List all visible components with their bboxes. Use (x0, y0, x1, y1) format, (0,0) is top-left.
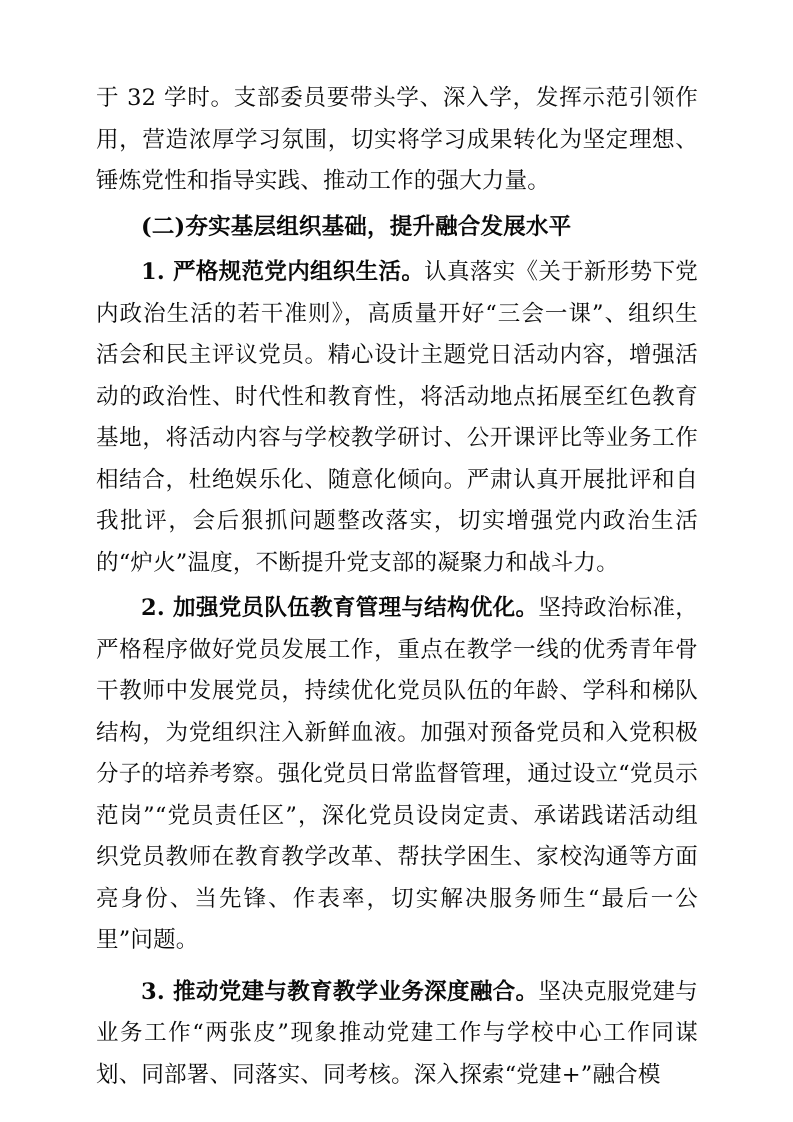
paragraph-item-3 (96, 972, 698, 1097)
paragraph-item-1-lead: 1. 严格规范党内组织生活。 (141, 259, 425, 285)
paragraph-spacer (96, 962, 698, 972)
document-body (96, 78, 698, 1096)
paragraph-item-1 (96, 252, 698, 584)
paragraph-item-2-rest: 坚持政治标准，严格程序做好党员发展工作，重点在教学一线的优秀青年骨干教师中发展党员，持续优化党员队伍的年龄、学科和梯队结构，为党组织注入新鲜血液。加强对预备党员和入党积极分子的培养考察。强化党员日常监督管理，通过设立“党员示范岗”“党员责任区”，深化党员设岗定责、承诺践诺活动组织党员教师在教育教学改革、帮扶学困生、家校沟通等方面亮身份、当先锋、作表率，切实解决服务师生“最后一公里”问题。 (96, 595, 699, 953)
paragraph-item-2-lead: 2. 加强党员队伍教育管理与结构优化。 (141, 595, 539, 621)
paragraph-item-3-rest: 坚决克服党建与业务工作“两张皮”现象推动党建工作与学校中心工作同谋划、同部署、同落实、同考核。深入探索“党建+”融合模 (96, 978, 699, 1088)
paragraph-item-1-rest: 认真落实《关于新形势下党内政治生活的若干准则》，高质量开好“三会一课”、组织生活会和民主评议党员。精心设计主题党日活动内容，增强活动的政治性、时代性和教育性，将活动地点拓展至红色教育基地，将活动内容与学校教学研讨、公开课评比等业务工作相结合，杜绝娱乐化、随意化倾向。严肃认真开展批评和自我批评，会后狠抓问题整改落实，切实增强党内政治生活的“炉火”温度，不断提升党支部的凝聚力和战斗力。 (96, 259, 698, 576)
paragraph-item-3-lead: 3. 推动党建与教育教学业务深度融合。 (141, 978, 539, 1005)
paragraph-item-2 (96, 588, 698, 962)
paragraph-continued: 于 32 学时。支部委员要带头学、深入学，发挥示范引领作用，营造浓厚学习氛围，切实将学习成果转化为坚定理想、锤炼党性和指导实践、推动工作的强大力量。 (96, 85, 698, 194)
section-heading-2: (二)夯实基层组织基础，提升融合发展水平 (141, 213, 572, 240)
